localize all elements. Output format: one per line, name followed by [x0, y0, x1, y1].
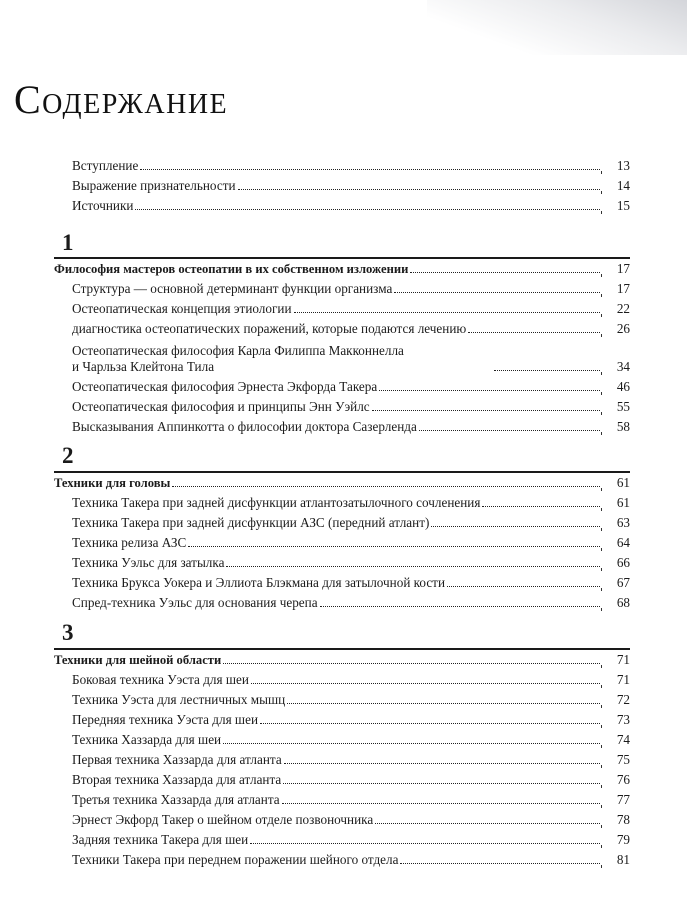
toc-entry-title: Спред-техника Уэльс для основания черепа [72, 595, 318, 610]
toc-entry[interactable] [54, 690, 630, 708]
toc-entry-page: 17 [616, 281, 630, 296]
toc-section-3 [54, 650, 630, 868]
dot-leader [294, 311, 601, 313]
page-rule [601, 825, 602, 828]
dot-leader [260, 722, 600, 724]
toc-entry-title: Выражение признательности [72, 178, 236, 193]
toc-entry-page: 61 [616, 495, 630, 510]
dot-leader [447, 585, 600, 587]
page-rule [601, 865, 602, 868]
toc-entry[interactable] [54, 196, 630, 214]
toc-entry-title: Техника Хаззарда для шеи [72, 732, 222, 747]
toc-chapter-entry[interactable] [54, 650, 630, 668]
page-rule [601, 488, 602, 491]
dot-leader [431, 525, 600, 527]
dot-leader [284, 762, 600, 764]
toc-entry-page: 76 [616, 772, 630, 787]
toc-entry-title: Боковая техника Уэста для шеи [72, 672, 249, 687]
dot-leader [238, 188, 600, 190]
page-rule [601, 745, 602, 748]
toc-entry-page: 71 [616, 672, 630, 687]
toc-entry-title: Философия мастеров остеопатии в их собственном изложении [54, 262, 409, 276]
toc-entry-title: Техники для шейной области [54, 653, 222, 667]
dot-leader [379, 389, 600, 391]
toc-entry-title-line2: и Чарльза Клейтона Тила [72, 359, 215, 374]
toc-entry-title-line1: Остеопатическая философия Карла Филиппа Макконнелла [72, 343, 404, 358]
toc-section-1 [54, 259, 630, 435]
page-rule [601, 765, 602, 768]
toc-entry[interactable] [54, 417, 630, 435]
toc-entry[interactable] [54, 670, 630, 688]
toc-entry[interactable] [54, 319, 630, 337]
dot-leader [283, 782, 600, 784]
toc-entry[interactable] [54, 513, 630, 531]
dot-leader [226, 565, 600, 567]
toc-entry[interactable] [54, 710, 630, 728]
toc-entry-title: Техника релиза АЗС [72, 535, 187, 550]
page-rule [601, 548, 602, 551]
toc-entry-page: 26 [616, 321, 630, 336]
toc-entry-title: Техники для головы [54, 476, 171, 490]
toc-entry-page: 34 [616, 359, 630, 374]
dot-leader [135, 208, 600, 210]
toc-entry-title: Техника Такера при задней дисфункции атлантозатылочного сочленения [72, 495, 481, 510]
toc-intro [54, 156, 630, 214]
toc-entry[interactable] [54, 339, 630, 375]
page-rule [601, 785, 602, 788]
toc-entry-page: 58 [616, 419, 630, 434]
toc-entry-page: 55 [616, 399, 630, 414]
toc-entry-page: 71 [616, 652, 630, 667]
section-number: 2 [62, 443, 74, 468]
dot-leader [468, 331, 600, 333]
dot-leader [188, 545, 600, 547]
toc-entry[interactable] [54, 810, 630, 828]
toc-entry-page: 17 [616, 261, 630, 276]
toc-entry-page: 13 [616, 158, 630, 173]
toc-entry-title: Вторая техника Хаззарда для атланта [72, 772, 282, 787]
toc-entry-title: Задняя техника Такера для шеи [72, 832, 249, 847]
page-rule [601, 191, 602, 194]
toc-entry[interactable] [54, 573, 630, 591]
dot-leader [140, 168, 600, 170]
toc-entry-page: 15 [616, 198, 630, 213]
dot-leader [320, 605, 600, 607]
dot-leader [410, 271, 600, 273]
toc-entry-title: Источники [72, 198, 134, 213]
toc-entry-title: Техника Уэльс для затылка [72, 555, 225, 570]
dot-leader [282, 802, 600, 804]
dot-leader [400, 862, 600, 864]
toc-entry[interactable] [54, 850, 630, 868]
toc-entry-page: 81 [616, 852, 630, 867]
toc-entry[interactable] [54, 493, 630, 511]
toc-entry[interactable] [54, 770, 630, 788]
toc-entry-page: 74 [616, 732, 630, 747]
page-rule [601, 568, 602, 571]
page-rule [601, 705, 602, 708]
toc-entry-page: 63 [616, 515, 630, 530]
toc-entry-page: 14 [616, 178, 630, 193]
page-rule [601, 588, 602, 591]
toc-entry[interactable] [54, 593, 630, 611]
dot-leader [372, 409, 600, 411]
page-rule [601, 845, 602, 848]
toc-entry[interactable] [54, 176, 630, 194]
toc-entry[interactable] [54, 279, 630, 297]
page-rule [601, 294, 602, 297]
dot-leader [223, 742, 600, 744]
dot-leader [482, 505, 600, 507]
toc-entry-page: 79 [616, 832, 630, 847]
toc-entry[interactable] [54, 156, 630, 174]
toc-entry-page: 22 [616, 301, 630, 316]
section-number: 3 [62, 620, 74, 645]
page-rule [601, 392, 602, 395]
toc-entry[interactable] [54, 790, 630, 808]
toc-entry-page: 66 [616, 555, 630, 570]
toc-entry-page: 73 [616, 712, 630, 727]
dot-leader [251, 682, 600, 684]
toc-entry-title: Остеопатическая философия и принципы Энн Уэйлс [72, 399, 370, 414]
toc-entry-page: 78 [616, 812, 630, 827]
page-rule [601, 508, 602, 511]
page-rule [601, 432, 602, 435]
toc-entry-title: Вступление [72, 158, 139, 173]
toc-entry-page: 46 [616, 379, 630, 394]
page-rule [601, 274, 602, 277]
toc-entry-title: Остеопатическая концепция этиологии [72, 301, 292, 316]
toc-entry-page: 68 [616, 595, 630, 610]
toc-entry-title: Техника Брукса Уокера и Эллиота Блэкмана для затылочной кости [72, 575, 446, 590]
toc-entry-title: Техника Уэста для лестничных мышц [72, 692, 286, 707]
page-rule [601, 334, 602, 337]
toc-entry[interactable] [54, 397, 630, 415]
toc-section-2 [54, 473, 630, 611]
page-rule [601, 608, 602, 611]
toc-entry[interactable] [54, 553, 630, 571]
toc-chapter-entry[interactable] [54, 259, 630, 277]
toc-entry-page: 64 [616, 535, 630, 550]
toc-entry[interactable] [54, 533, 630, 551]
toc-entry-page: 72 [616, 692, 630, 707]
dot-leader [419, 429, 600, 431]
toc-entry[interactable] [54, 299, 630, 317]
page-rule [601, 805, 602, 808]
toc-entry-title: Первая техника Хаззарда для атланта [72, 752, 282, 767]
toc-entry-title: Остеопатическая философия Эрнеста Экфорда Такера [72, 379, 378, 394]
dot-leader [172, 485, 600, 487]
toc-entry[interactable] [54, 750, 630, 768]
toc-chapter-entry[interactable] [54, 473, 630, 491]
toc-entry-page: 67 [616, 575, 630, 590]
page-rule [601, 314, 602, 317]
dot-leader [375, 822, 600, 824]
toc-entry-title: Структура — основной детерминант функции организма [72, 281, 393, 296]
toc-entry-title [54, 343, 492, 375]
toc-entry-title: Эрнест Экфорд Такер о шейном отделе позвоночника [72, 812, 374, 827]
toc-entry-title: Третья техника Хаззарда для атланта [72, 792, 280, 807]
page-rule [601, 412, 602, 415]
dot-leader [250, 842, 600, 844]
section-number: 1 [62, 230, 74, 255]
toc-entry[interactable] [54, 730, 630, 748]
page-corner-shading [427, 0, 687, 55]
dot-leader [494, 369, 600, 371]
page-rule [601, 171, 602, 174]
page-title: Содержание [14, 77, 229, 122]
page-rule [601, 211, 602, 214]
toc-entry-page: 75 [616, 752, 630, 767]
dot-leader [287, 702, 600, 704]
toc-entry-page: 61 [616, 475, 630, 490]
page-rule [601, 665, 602, 668]
toc-entry[interactable] [54, 830, 630, 848]
toc-entry[interactable] [54, 377, 630, 395]
toc-entry-title: Техника Такера при задней дисфункции АЗС (передний атлант) [72, 515, 430, 530]
toc-entry-title: Техники Такера при переднем поражении шейного отдела [72, 852, 399, 867]
dot-leader [394, 291, 600, 293]
page-rule [601, 528, 602, 531]
toc-entry-title: диагностика остеопатических поражений, которые подаются лечению [72, 321, 467, 336]
toc-entry-page: 77 [616, 792, 630, 807]
toc-entry-title: Передняя техника Уэста для шеи [72, 712, 258, 727]
dot-leader [223, 662, 600, 664]
page-rule [601, 725, 602, 728]
toc-entry-title: Высказывания Аппинкотта о философии доктора Сазерленда [72, 419, 417, 434]
page-rule [601, 685, 602, 688]
page-rule [601, 372, 602, 375]
